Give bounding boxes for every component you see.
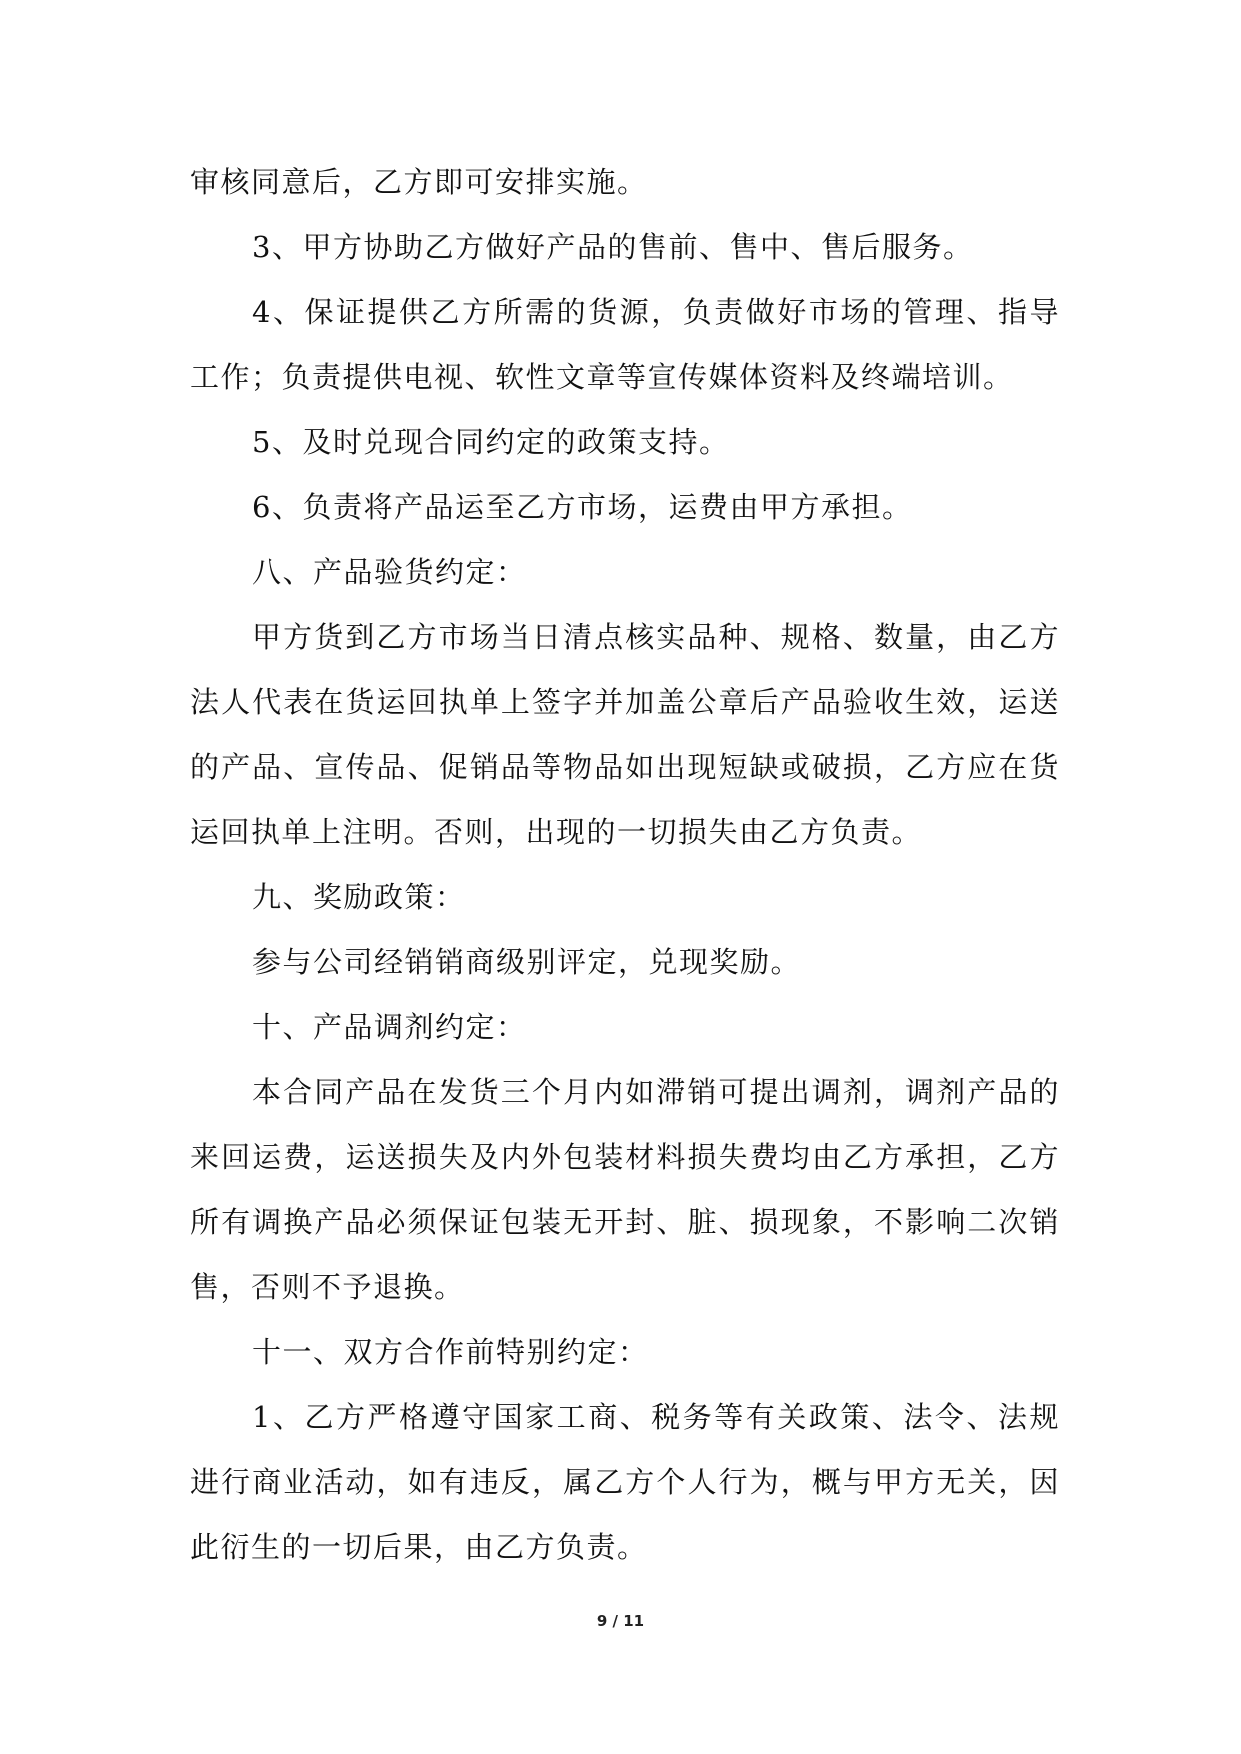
paragraph: 审核同意后，乙方即可安排实施。 (190, 165, 648, 199)
document-body (190, 150, 1060, 1580)
section-heading: 九、奖励政策： (252, 880, 466, 914)
section-heading: 十一、双方合作前特别约定： (252, 1335, 649, 1369)
paragraph: 6、负责将产品运至乙方市场，运费由甲方承担。 (252, 490, 913, 524)
paragraph: 4、保证提供乙方所需的货源，负责做好市场的管理、指导工作；负责提供电视、软性文章等宣传媒体资料及终端培训。 (190, 295, 1060, 394)
paragraph: 参与公司经销销商级别评定，兑现奖励。 (252, 945, 802, 979)
paragraph: 3、甲方协助乙方做好产品的售前、售中、售后服务。 (252, 230, 974, 264)
paragraph: 5、及时兑现合同约定的政策支持。 (252, 425, 730, 459)
paragraph: 本合同产品在发货三个月内如滞销可提出调剂，调剂产品的来回运费，运送损失及内外包装材料损失费均由乙方承担，乙方所有调换产品必须保证包装无开封、脏、损现象，不影响二次销售，否则不予退换。 (190, 1075, 1060, 1304)
section-heading: 十、产品调剂约定： (252, 1010, 527, 1044)
paragraph: 甲方货到乙方市场当日清点核实品种、规格、数量，由乙方法人代表在货运回执单上签字并加盖公章后产品验收生效，运送的产品、宣传品、促销品等物品如出现短缺或破损，乙方应在货运回执单上注明。否则，出现的一切损失由乙方负责。 (190, 620, 1060, 849)
paragraph: 1、乙方严格遵守国家工商、税务等有关政策、法令、法规进行商业活动，如有违反，属乙方个人行为，概与甲方无关，因此衍生的一切后果，由乙方负责。 (190, 1400, 1060, 1564)
section-heading: 八、产品验货约定： (252, 555, 527, 589)
page-number: 9 / 11 (596, 1612, 645, 1630)
